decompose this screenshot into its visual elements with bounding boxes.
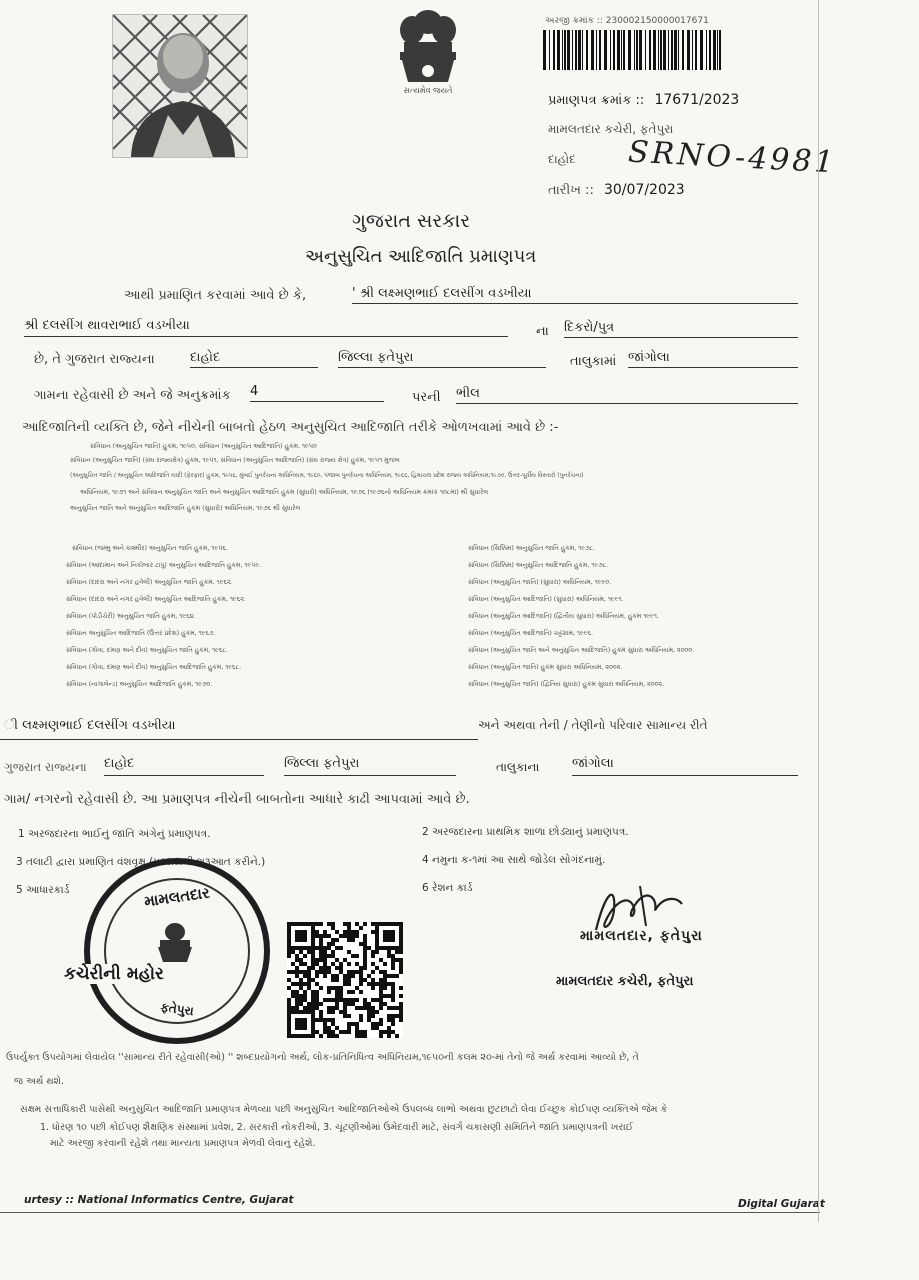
na-label: ના — [536, 324, 549, 339]
basis-item: 6 રેશન કાર્ડ — [422, 882, 473, 894]
tribe: ભીલ — [456, 386, 798, 404]
issue-date: 30/07/2023 — [603, 182, 685, 198]
national-emblem — [392, 6, 464, 98]
family-state-prefix: ગુજરાત રાજ્યના — [4, 760, 87, 774]
courtesy-text: urtesy :: National Informatics Centre, Gujarat — [24, 1194, 294, 1206]
order-left: સંવિધાન (જમ્મુ અને કાશ્મીર) અનુસુચિત જાતિ હુકમ, ૧૯૫૬. — [72, 544, 228, 552]
family-and-text: અને અથવા તેની / તેણીનો પરિવાર સામાન્ય રીતે — [478, 718, 708, 732]
order-left: સંવિધાન (આંદામાન અને નિકોબાર ટાપુ) અનુસુચિત આદિજાતિ હુકમ, ૧૯૫૯. — [66, 561, 262, 569]
qr-code — [286, 922, 404, 1038]
footer-divider — [0, 1212, 820, 1213]
relation: દિકરો/પુત્ર — [564, 320, 798, 338]
date-label: તારીખ :: — [548, 183, 594, 198]
certify-text: આથી પ્રમાણિત કરવામાં આવે છે કે, — [124, 288, 307, 303]
office-line: મામલતદાર કચેરી, ફતેપુરા — [548, 122, 674, 136]
order-right: સંવિધાન (અનુસુચિત આદિજાતિ) (સુધારા) અધિનિયમ, ૧૯૯૧. — [468, 595, 624, 603]
basis-item: 5 આધારકાર્ડ — [16, 884, 70, 896]
order-right: સંવિધાન (અનુસુચિત જાતિ) હુકમ સુધારા અધિનિયમ, ૨૦૦૨. — [468, 663, 623, 671]
order-right: સંવિધાન (સિક્કિમ) અનુસુચિત જાતિ હુકમ, ૧૯૭૮. — [468, 544, 595, 552]
serial-num: 4 — [250, 384, 384, 402]
seal-bottom-text: ફતેપુરા — [159, 999, 195, 1019]
application-number: અરજી ક્રમાંક :: 230002150000017671 — [545, 16, 709, 26]
order-right: સંવિધાન (અનુસુચિત આદિજાતિ) ચટ્ટગ્રામ, ૧૯૯૬. — [468, 629, 593, 637]
family-name: ી લક્ષ્મણભાઈ દલસીંગ વડખીયા — [0, 718, 478, 740]
certificate-no-label: પ્રમાણપત્ર ક્રમાંક :: — [548, 93, 645, 108]
family-district: દાહોદ — [104, 756, 264, 776]
order-left: સંવિધાન (દાદરા અને નગર હવેલી) અનુસુચિત જાતિ હુકમ, ૧૯૬૨. — [66, 578, 233, 586]
seal-middle-text: કચેરીની મહોર — [64, 964, 164, 984]
par-label: પરની — [412, 390, 441, 405]
order-line: સંવિધાન (અનુસુચિત જાતિ) હુકમ, ૧૯૫૦, સંવિધાન (અનુસુચિત આદિજાતિ) હુકમ, ૧૯૫૦ — [90, 442, 317, 450]
order-left: સંવિધાન (ગોવા, દમણ અને દીવ) અનુસુચિત આદિજાતિ હુકમ, ૧૯૬૮. — [66, 663, 242, 671]
order-left: સંવિધાન (નાગાલેન્ડ) અનુસુચિત આદિજાતિ હુકમ, ૧૯૭૦. — [66, 680, 213, 688]
order-line: (અનુસુચિત જાતિ / અનુસુચિત આદિજાતિ યાદી (ફેરફાર) હુકમ, ૧૯૫૬, મુંબઈ પુનર્રચના અધિનિયમ, ૧૯૬૦, પંજાબ પુનર્રચના અધિનિયમ, ૧૯૬૬, હિમાચલ પ્રદેશ રાજ્ય અધિનિયમ,૧૯૭૦, ઉત્તર-પૂર્વીય વિસ્તારો (પુનર્રચના) — [70, 472, 584, 479]
barcode — [543, 30, 725, 70]
tribe-text: આદિજાતિની વ્યક્તિ છે, જેને નીચેની બાબતો હેઠળ અનુસુચિત આદિજાતિ તરીકે ઓળખવામાં આવે છે :- — [22, 420, 559, 435]
family-resident-text: ગામ/ નગરનો રહેવાસી છે. આ પ્રમાણપત્ર નીચેની બાબતોના આધારે કાઢી આપવામાં આવે છે. — [4, 792, 470, 807]
district-label: દાહોદ — [548, 152, 576, 166]
certificate-title: અનુસુચિત આદિજાતિ પ્રમાણપત્ર — [305, 246, 537, 267]
basis-item: 3 તલાટી દ્વારા પ્રમાણિત વંશવૃક્ષ (પરદાદાથી શરૂઆત કરીને.) — [16, 856, 266, 868]
note-line: સક્ષમ સત્તાધિકારી પાસેથી અનુસુચિત આદિજાતિ પ્રમાણપત્ર મેળવ્યા પછી અનુસુચિત આદિજાતિઓએ ઉપલબ્ધ લાભો અથવા છુટછાટો લેવા ઈચ્છુક કોઈપણ વ્યક્તિએ જેમ કે — [20, 1104, 668, 1115]
taluka-in-label: તાલુકામાં — [570, 354, 617, 369]
emblem-caption: સત્યમેવ જયતે — [403, 86, 453, 95]
order-left: સંવિધાન (ગોવા, દમણ અને દીવ) અનુસુચિત જાતિ હુકમ, ૧૯૬૮. — [66, 646, 228, 654]
father-name: શ્રી દલસીંગ થાવરાભાઈ વડખીયા — [24, 318, 508, 337]
taluka-district: જિલ્લા ફતેપુરા — [338, 350, 546, 368]
family-taluka-label: તાલુકાના — [496, 760, 540, 774]
district: દાહોદ — [190, 350, 318, 368]
order-line: સંવિધાન (અનુસુચિત જાતિ) (સંઘ રાજ્યક્ષેત્ર) હુકમ, ૧૯૫૧, સંવિધાન (અનુસુચિત આદિજાતિ) (સંઘ રાજ્ય ક્ષેત્ર) હુકમ, ૧૯૫૧ મુજબ — [70, 456, 400, 464]
resident-text: ગામના રહેવાસી છે અને જે અનુક્રમાંક — [34, 388, 231, 403]
order-line: અધિનિયમ, ૧૯૭૧ અને સંવિધાન અનુસુચિત જાતિ અને અનુસુચિત આદિજાતિ હુકમ (સુધારો) અધિનિયમ, ૧૯૭૬ (૧૯૭૬નો અધિનિયમ ક્રમાંક ૧૦૮માં) થી સુધારેલ — [80, 488, 489, 496]
note-line: જ અર્થ થશે. — [14, 1076, 64, 1087]
basis-item: 1 અરજદારના ભાઈનું જાતિ અંગેનું પ્રમાણપત્ર. — [18, 828, 211, 840]
certificate-no: 17671/2023 — [654, 92, 740, 108]
seal-top-text: મામલતદાર — [143, 883, 211, 911]
page-edge — [818, 0, 819, 1222]
order-right: સંવિધાન (અનુસુચિત આદિજાતિ) (દ્વિતીય સુધારા) અધિનિયમ, હુકમ ૧૯૯૧. — [468, 612, 659, 620]
basis-item: 2 અરજદારના પ્રાથમિક શાળા છોડ્યાનું પ્રમાણપત્ર. — [422, 826, 629, 838]
note-line: માટે અરજી કરવાની રહેશે તથા માન્યતા પ્રમાણપત્ર મેળવી લેવાનું રહેશે. — [50, 1138, 316, 1149]
order-left: સંવિધાન અનુસુચિત આદિજાતિ (ઉત્તર પ્રદેશ) હુકમ, ૧૯૬૭. — [66, 629, 216, 637]
order-right: સંવિધાન (અનુસુચિત જાતિ અને અનુસુચિત આદિજાતિ) હુકમ સુધારા અધિનિયમ, ૨૦૦૦. — [468, 646, 695, 654]
village: જાંગોલા — [628, 350, 798, 368]
order-line: અનુસુચિત જાતિ અને અનુસુચિત આદિજાતિ હુકમ (સુધારો) અધિનિયમ, ૧૯૭૬ થી સુધારેલ — [70, 504, 301, 512]
family-village: જાંગોલા — [572, 756, 798, 776]
note-line: 1. ધોરણ ૧૦ પછી કોઈપણ શૈક્ષણિક સંસ્થામાં પ્રવેશ, 2. સરકારી નોકરીઓ, 3. ચૂંટણીઓમાં ઉમેદવારી માટે, સંવર્ગ ચકાસણી સમિતિને જાતિ પ્રમાણપત્રની ખરાઈ — [40, 1122, 634, 1133]
signatory-title: મામલતદાર, ફતેપુરા — [580, 928, 703, 944]
order-right: સંવિધાન (સિક્કિમ) અનુસુચિત આદિજાતિ હુકમ, ૧૯૭૮. — [468, 561, 609, 569]
state-text: છે, તે ગુજરાત રાજ્યના — [34, 352, 155, 367]
order-left: સંવિધાન (દાદરા અને નગર હવેલી) અનુસુચિત આદિજાતિ હુકમ, ૧૯૬૨. — [66, 595, 246, 603]
office-seal — [64, 858, 270, 1044]
government-title: ગુજરાત સરકાર — [352, 210, 471, 232]
applicant-name: ' શ્રી લક્ષ્મણભાઈ દલસીંગ વડખીયા — [352, 286, 798, 304]
applicant-photo — [112, 14, 248, 158]
basis-item: 4 નમુના ક-૧માં આ સાથે જોડેલ સોગંદનામું. — [422, 854, 606, 866]
handwritten-serial: SRNO-4981 — [627, 134, 838, 181]
note-line: ઉપર્યુક્ત ઉપયોગમાં લેવાયેલ ''સામાન્ય રીતે રહેવાસી(ઓ) '' શબ્દપ્રયોગનો અર્થ, લોક-પ્રતિનિધિત્વ અધિનિયમ,૧૯૫૦ની કલમ ૨૦-માં તેનો જે અર્થ કરવામાં આવ્યો છે, તે — [6, 1052, 639, 1063]
digital-gujarat-brand: Digital Gujarat — [738, 1198, 825, 1210]
order-left: સંવિધાન (પોંડીચેરી) અનુસુચિત જાતિ હુકમ, ૧૯૬૪. — [66, 612, 196, 620]
family-taluka-district: જિલ્લા ફતેપુરા — [284, 756, 456, 776]
order-right: સંવિધાન (અનુસુચિત જાતિ) (દ્વિતિય સુધારા) હુકમ સુધારા અધિનિયમ, ૨૦૦૨. — [468, 680, 665, 688]
signatory-office: મામલતદાર કચેરી, ફતેપુરા — [556, 974, 694, 989]
order-right: સંવિધાન (અનુસુચિત જાતિ) (સુધારા) અધિનિયમ, ૧૯૯૦. — [468, 578, 612, 586]
